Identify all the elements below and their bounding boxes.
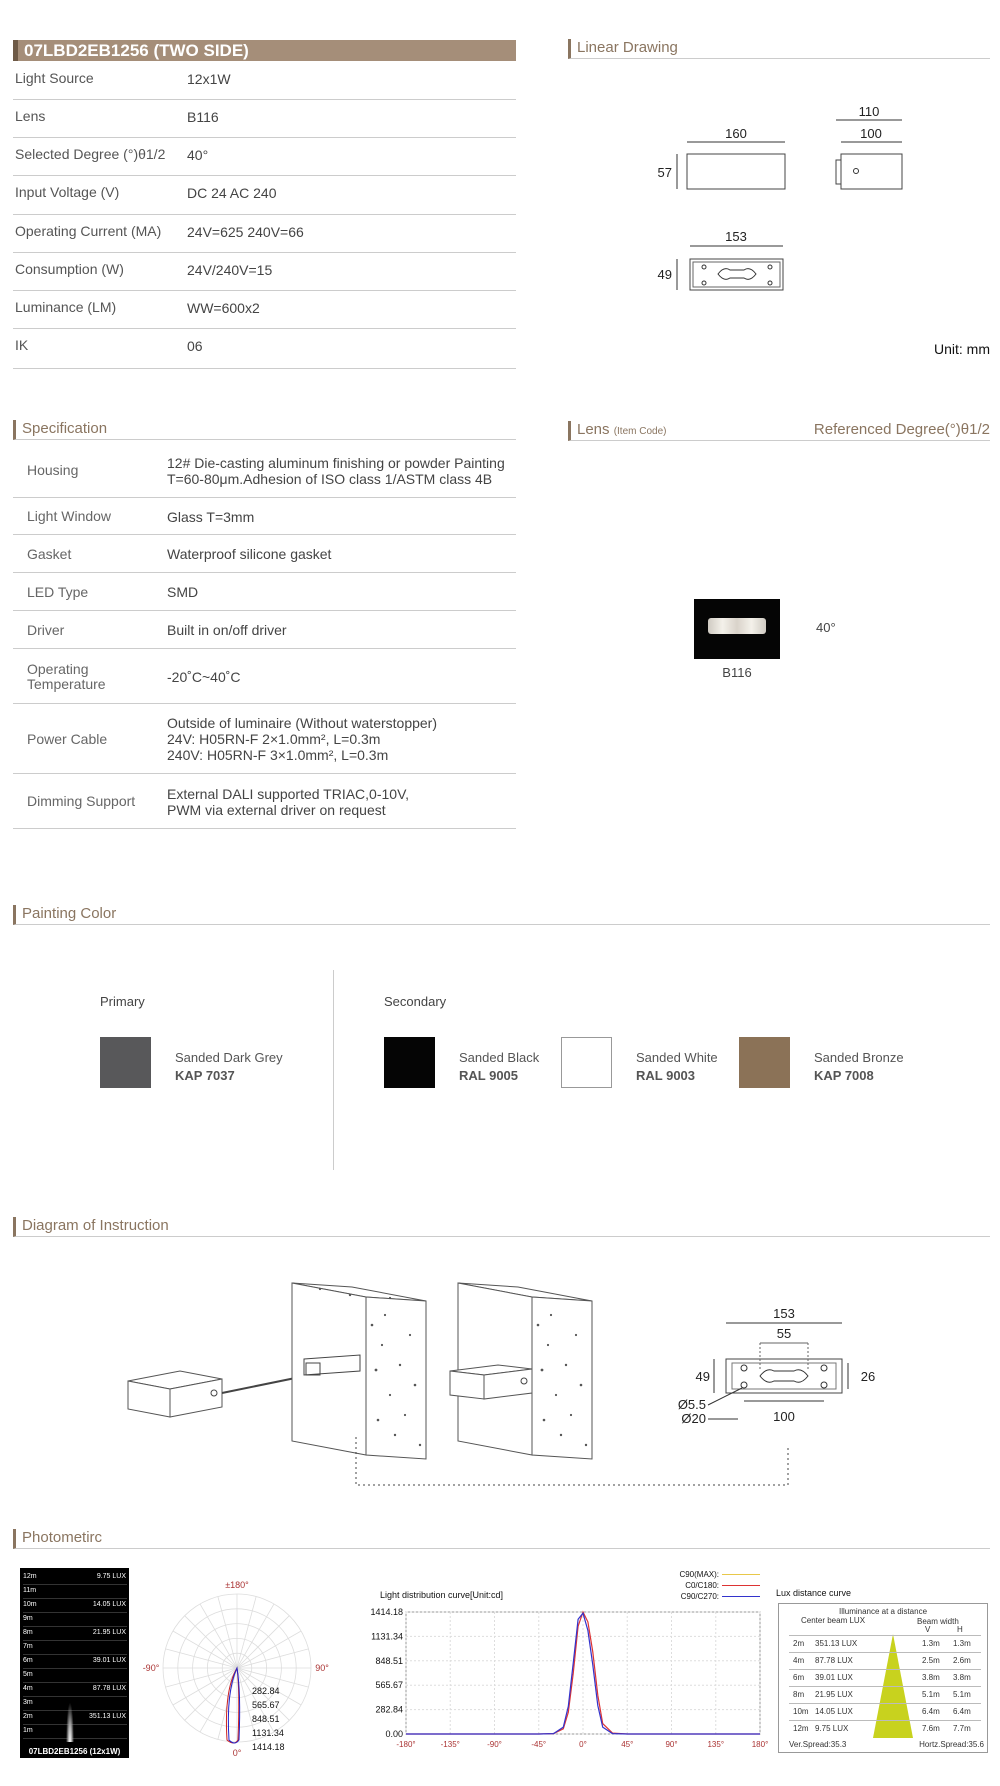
color-code: KAP 7008 — [814, 1068, 874, 1083]
param-label: Light Source — [15, 70, 94, 86]
lux-cell-lux: 21.95 LUX — [815, 1690, 853, 1699]
lux-cell-lux: 9.75 LUX — [815, 1724, 849, 1733]
lux-cell-v: 2.5m — [922, 1656, 940, 1665]
spec-value: Waterproof silicone gasket — [167, 546, 332, 562]
color-name: Sanded Bronze — [814, 1050, 904, 1065]
lens-label: Lens — [577, 421, 610, 438]
spec-row — [13, 443, 516, 498]
spec-label: Housing — [27, 462, 79, 478]
polar-spoke — [185, 1616, 237, 1668]
thumb-lux: 9.75 LUX — [96, 1573, 126, 1580]
spec-value: Built in on/off driver — [167, 622, 287, 638]
x-tick-label: -135° — [440, 1740, 460, 1749]
color-divider — [333, 970, 334, 1170]
dim-front-width: 160 — [725, 126, 747, 141]
x-tick-label: 180° — [751, 1740, 769, 1749]
lux-cell-h: 3.8m — [953, 1673, 971, 1682]
lux-header: Illuminance at a distance — [838, 1607, 928, 1616]
param-row — [13, 253, 516, 291]
x-tick-label: 0° — [579, 1740, 587, 1749]
spec-value: 12# Die-casting aluminum finishing or powder Painting T=60-80μm.Adhesion of ISO class 1/ASTM class 4B — [167, 454, 505, 487]
spec-value: Glass T=3mm — [167, 508, 255, 525]
lux-cell-h: 6.4m — [953, 1707, 971, 1716]
polar-diagram — [140, 1580, 335, 1760]
spec-row — [13, 498, 516, 535]
spec-row — [13, 774, 516, 829]
param-row — [13, 291, 516, 329]
y-tick-label: 848.51 — [375, 1655, 403, 1666]
lux-cell-d: 12m — [793, 1724, 809, 1733]
thumb-lux: 39.01 LUX — [92, 1657, 126, 1664]
dim-front-height: 57 — [657, 165, 672, 180]
y-tick-label: 565.67 — [375, 1680, 403, 1691]
spec-label: Dimming Support — [27, 793, 136, 809]
color-name: Sanded Black — [459, 1050, 540, 1065]
thumb-distance: 9m — [23, 1613, 127, 1627]
thumb-distance: 12m — [23, 1571, 127, 1585]
polar-spoke — [237, 1616, 289, 1668]
lux-col-beam: Beam width — [917, 1617, 959, 1626]
lux-ver-spread: Ver.Spread:35.3 — [789, 1740, 847, 1749]
lux-row — [789, 1720, 981, 1737]
inst-dim-spacing: 100 — [773, 1409, 795, 1424]
param-row — [13, 138, 516, 176]
lux-row — [789, 1669, 981, 1686]
thumb-distance: 7m — [23, 1641, 127, 1655]
lens-code: B116 — [722, 665, 752, 680]
dim-bottom-height: 49 — [657, 267, 672, 282]
polar-spoke — [237, 1604, 274, 1668]
spec-label: LED Type — [27, 583, 89, 600]
lux-cell-v: 6.4m — [922, 1707, 940, 1716]
secondary-label: Secondary — [384, 994, 447, 1009]
color-swatch[interactable] — [384, 1037, 435, 1088]
inst-dim-depth: 26 — [860, 1369, 876, 1384]
param-value: WW=600x2 — [187, 300, 260, 316]
inst-dim-height: 49 — [695, 1369, 710, 1384]
thumb-distance: 8m — [23, 1627, 127, 1641]
spec-label: Operating Temperature — [27, 660, 106, 692]
polar-spoke — [166, 1649, 237, 1668]
thumb-distance: 10m — [23, 1599, 127, 1613]
unit-label: Unit: mm — [934, 341, 990, 357]
lux-row — [789, 1703, 981, 1720]
color-swatch[interactable] — [100, 1037, 151, 1088]
x-tick-label: -180° — [396, 1740, 416, 1749]
param-row — [13, 100, 516, 138]
x-tick-label: 45° — [621, 1740, 634, 1749]
photometric-thumbnail — [20, 1568, 129, 1758]
inst-dim-slot: 55 — [776, 1326, 792, 1341]
legend-swatch — [722, 1596, 760, 1597]
polar-ring-label: 848.51 — [252, 1714, 280, 1724]
painting-color-title: Painting Color — [13, 905, 990, 925]
lux-cell-d: 2m — [793, 1639, 805, 1648]
lens-ref-degree-title: Referenced Degree(°)θ1/2 — [813, 421, 990, 438]
lux-cell-h: 2.6m — [953, 1656, 971, 1665]
inst-dim-width: 153 — [773, 1306, 795, 1321]
legend-item — [679, 1570, 760, 1579]
lux-cell-lux: 351.13 LUX — [815, 1639, 858, 1648]
instruction-title: Diagram of Instruction — [13, 1217, 990, 1237]
thumbnail-caption: 07LBD2EB1256 (12x1W) — [28, 1747, 121, 1756]
param-label: Consumption (W) — [15, 261, 124, 277]
param-label: Selected Degree (°)θ1/2 — [15, 146, 166, 162]
specification-title: Specification — [13, 420, 516, 440]
spec-row — [13, 535, 516, 573]
thumbnail-beam — [66, 1702, 74, 1742]
thumb-distance: 1m — [23, 1725, 127, 1739]
lux-cell-v: 1.3m — [922, 1639, 940, 1648]
spec-row — [13, 649, 516, 704]
lux-cell-d: 8m — [793, 1690, 805, 1699]
lux-cell-v: 3.8m — [922, 1673, 940, 1682]
lux-cell-d: 10m — [793, 1707, 809, 1716]
x-tick-label: -45° — [531, 1740, 547, 1749]
color-swatch[interactable] — [561, 1037, 612, 1088]
lux-row — [789, 1652, 981, 1669]
thumb-distance: 2m — [23, 1711, 127, 1725]
param-value: DC 24 AC 240 — [187, 185, 277, 201]
lux-cell-h: 7.7m — [953, 1724, 971, 1733]
y-tick-label: 282.84 — [375, 1704, 403, 1715]
curve-title: Light distribution curve[Unit:cd] — [380, 1590, 504, 1600]
polar-spoke — [200, 1604, 237, 1668]
param-row — [13, 62, 516, 100]
color-code: KAP 7037 — [175, 1068, 235, 1083]
color-name: Sanded Dark Grey — [175, 1050, 283, 1065]
thumb-distance: 3m — [23, 1697, 127, 1711]
polar-ring-label: 282.84 — [252, 1686, 280, 1696]
inst-dim-hole-small: Ø5.5 — [677, 1397, 706, 1412]
legend-item — [685, 1581, 760, 1590]
lux-hor-spread: Hortz.Spread:35.6 — [919, 1740, 984, 1749]
legend-label: C0/C180: — [685, 1581, 719, 1590]
param-value: 24V=625 240V=66 — [187, 224, 304, 240]
param-row — [13, 329, 516, 369]
y-tick-label: 0.00 — [385, 1729, 403, 1739]
param-value: 40° — [187, 147, 209, 163]
polar-ring-label: 565.67 — [252, 1700, 280, 1710]
inst-dim-hole-large: Ø20 — [681, 1411, 706, 1426]
x-tick-label: 90° — [665, 1740, 678, 1749]
thumb-lux: 351.13 LUX — [89, 1713, 126, 1720]
spec-value: -20˚C~40˚C — [167, 668, 241, 685]
thumb-distance: 4m — [23, 1683, 127, 1697]
polar-spoke — [166, 1668, 237, 1687]
legend-swatch — [722, 1585, 760, 1586]
instruction-diagram — [120, 1275, 900, 1495]
param-value: 12x1W — [187, 71, 231, 87]
lux-cell-d: 4m — [793, 1656, 805, 1665]
spec-value: SMD — [167, 584, 199, 600]
lux-col-v: V — [925, 1625, 931, 1634]
spec-label: Power Cable — [27, 730, 108, 747]
lux-cell-d: 6m — [793, 1673, 805, 1682]
legend-swatch — [722, 1574, 760, 1575]
lens-title — [568, 421, 990, 441]
spec-label: Driver — [27, 621, 65, 638]
thumb-lux: 21.95 LUX — [92, 1629, 126, 1636]
param-label: Lens — [15, 108, 46, 124]
lux-col-center: Center beam LUX — [801, 1616, 866, 1625]
lux-cell-v: 7.6m — [922, 1724, 940, 1733]
lux-cell-lux: 87.78 LUX — [815, 1656, 853, 1665]
linear-drawing-title: Linear Drawing — [568, 39, 990, 59]
color-name: Sanded White — [636, 1050, 718, 1065]
lux-row — [789, 1686, 981, 1703]
y-tick-label: 1414.18 — [370, 1607, 403, 1617]
polar-left-label: -90° — [142, 1663, 160, 1673]
param-row — [13, 215, 516, 253]
lux-cell-lux: 39.01 LUX — [815, 1673, 853, 1682]
polar-spoke — [218, 1597, 237, 1668]
thumb-distance: 11m — [23, 1585, 127, 1599]
polar-spoke — [200, 1668, 237, 1732]
param-value: B116 — [187, 109, 219, 125]
photometric-title: Photometirc — [13, 1529, 990, 1549]
y-tick-label: 1131.34 — [371, 1631, 403, 1642]
spec-value: External DALI supported TRIAC,0-10V, PWM via external driver on request — [167, 785, 410, 818]
light-distribution-chart — [370, 1600, 770, 1760]
polar-bottom-label: 0° — [232, 1748, 242, 1758]
spec-row — [13, 573, 516, 611]
polar-right-label: 90° — [315, 1663, 329, 1673]
dim-side-inner: 100 — [860, 126, 882, 141]
polar-ring-label: 1131.34 — [252, 1728, 284, 1738]
polar-spoke — [237, 1597, 256, 1668]
spec-value: Outside of luminaire (Without waterstopper) 24V: H05RN-F 2×1.0mm², L=0.3m 240V: H05RN-F 3×1.0mm², L=0.3m — [167, 715, 437, 763]
polar-top-label: ±180° — [225, 1580, 249, 1590]
polar-spoke — [237, 1631, 301, 1668]
spec-row — [13, 704, 516, 774]
primary-label: Primary — [100, 994, 145, 1009]
polar-spoke — [237, 1668, 308, 1687]
lens-degree: 40° — [816, 620, 836, 635]
lux-cell-h: 5.1m — [953, 1690, 971, 1699]
dim-side-outer: 110 — [858, 104, 880, 119]
color-swatch[interactable] — [739, 1037, 790, 1088]
color-code: RAL 9003 — [636, 1068, 696, 1083]
lux-cell-v: 5.1m — [922, 1690, 940, 1699]
lux-row — [789, 1635, 981, 1652]
thumb-distance: 6m — [23, 1655, 127, 1669]
thumb-distance: 5m — [23, 1669, 127, 1683]
x-tick-label: -90° — [487, 1740, 502, 1749]
dim-bottom-width: 153 — [725, 229, 747, 244]
lux-cell-lux: 14.05 LUX — [815, 1707, 853, 1716]
param-row — [13, 176, 516, 215]
x-tick-label: 135° — [707, 1740, 725, 1749]
linear-drawing — [640, 100, 960, 310]
spec-row — [13, 611, 516, 649]
polar-spoke — [185, 1668, 237, 1720]
legend-label: C90(MAX): — [679, 1570, 719, 1579]
lens-item-code: (Item Code) — [613, 426, 667, 437]
param-value: 06 — [187, 338, 203, 354]
param-label: IK — [15, 337, 29, 353]
param-value: 24V/240V=15 — [187, 262, 273, 278]
spec-label: Light Window — [27, 508, 112, 524]
polar-spoke — [173, 1631, 237, 1668]
thumb-lux: 87.78 LUX — [92, 1685, 126, 1692]
param-label: Operating Current (MA) — [15, 223, 162, 239]
spec-label: Gasket — [27, 545, 72, 562]
lux-title: Lux distance curve — [776, 1588, 852, 1598]
lux-cell-h: 1.3m — [953, 1639, 971, 1648]
polar-ring-label: 1414.18 — [252, 1742, 285, 1752]
lux-col-h: H — [957, 1625, 963, 1634]
lens-image — [694, 599, 780, 659]
product-title: 07LBD2EB1256 (TWO SIDE) — [13, 40, 516, 61]
color-code: RAL 9005 — [459, 1068, 519, 1083]
polar-spoke — [237, 1649, 308, 1668]
thumb-lux: 14.05 LUX — [92, 1601, 126, 1608]
legend-label: C90/C270: — [680, 1592, 719, 1601]
lux-distance-table — [778, 1603, 988, 1753]
param-label: Input Voltage (V) — [15, 184, 120, 200]
param-label: Luminance (LM) — [15, 299, 117, 315]
